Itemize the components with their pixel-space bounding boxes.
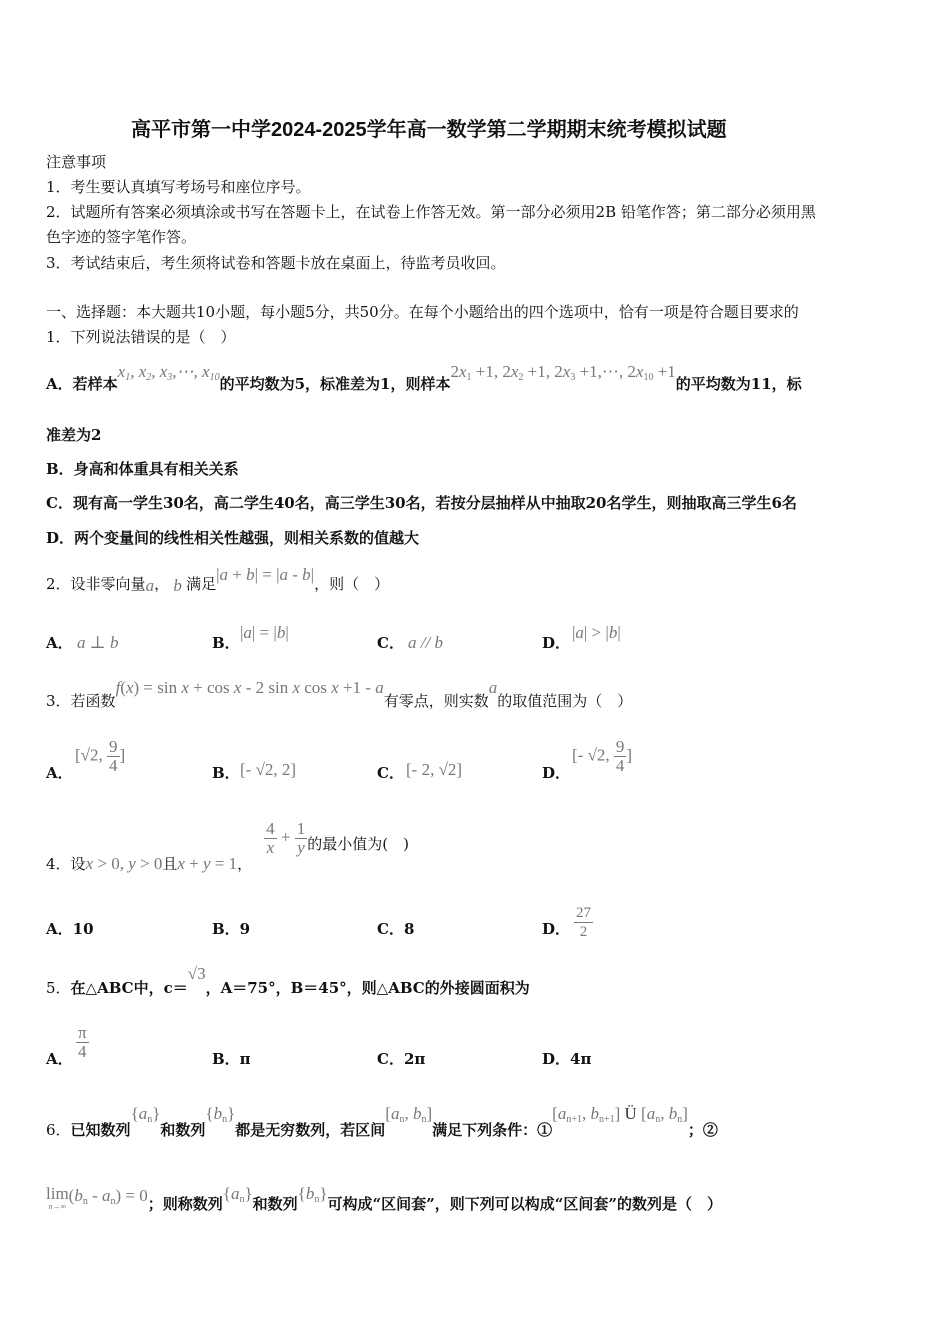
notice-heading: 注意事项: [46, 153, 107, 171]
q2-a-math: a ⊥ b: [77, 633, 119, 652]
q4-number: 4．: [46, 855, 71, 874]
q3-option-d: [542, 763, 570, 783]
q4-text2: 且: [162, 855, 178, 874]
q4-option-b: B．9: [212, 920, 251, 938]
q6-condition1-math: [$a_{n+1}$, $b_{n+1}$] Ü [$a_n$, $b_n$]: [552, 1104, 688, 1125]
q2-text1: 设非零向量: [70, 575, 146, 593]
q1-a-text3: 的平均数为11，标: [675, 375, 802, 393]
q6-stem-continued: [46, 1184, 722, 1214]
notice-item: 色字迹的签字笔作答。: [46, 228, 197, 246]
q6-stem: [46, 1104, 718, 1140]
q6-text7: 和数列: [252, 1195, 298, 1213]
q2-text3: 满足: [186, 575, 217, 593]
q4-sum-math: x + y = 1: [177, 854, 238, 874]
q4-condition-math: x > 0, y > 0: [85, 854, 163, 874]
q3-d-math: [- √2, $\frac{9}{4}$ ]: [572, 737, 633, 775]
q6-seq-b2-math: $\{b_n\}$: [297, 1184, 328, 1205]
q1-sample2-math: $2x_1 +1$, $2x_2 +1$, $2x_3$ +1,⋯, $2x_{10} +1$: [450, 362, 676, 383]
q3-text3: 的取值范围为（ ）: [497, 692, 633, 710]
q5-a-math: $\frac{\pi}{4}$: [78, 1023, 87, 1061]
q2-option-b: [212, 633, 240, 653]
q2-d-label: D．: [542, 634, 571, 652]
q6-text2: 和数列: [160, 1121, 206, 1139]
q1-stem-text: 下列说法错误的是（ ）: [70, 328, 236, 346]
q2-vector-b-math: b: [169, 576, 187, 595]
q1-option-d: D．两个变量间的线性相关性越强，则相关系数的值越大: [46, 529, 420, 547]
q5-option-d: D．4π: [542, 1050, 592, 1068]
q2-c-math: a // b: [408, 633, 443, 652]
q1-option-c: C．现有高一学生30名，高二学生40名，高三学生30名，若按分层抽样从中抽取20名学生，则抽取高三学生6名: [46, 494, 797, 512]
q6-number: 6．: [46, 1121, 71, 1139]
q5-stem: [46, 964, 530, 996]
section-heading: 一、选择题：本大题共10小题，每小题5分，共50分。在每个小题给出的四个选项中，恰有一项是符合题目要求的: [46, 303, 799, 321]
q6-text5: ；②: [687, 1121, 718, 1139]
q6-seq-a-math: $\{a_n\}$: [130, 1104, 161, 1125]
q5-text1: 在△ABC中，c＝: [70, 979, 188, 997]
q6-text4: 满足下列条件：①: [432, 1121, 553, 1139]
q1-sample-math: $x_1$, $x_2$, $x_3,\cdots$, $x_{10}$: [117, 362, 220, 383]
q2-option-d: [542, 633, 570, 653]
q6-limit-math: lim n→∞ $(b_n - a_n) = 0$: [46, 1184, 148, 1211]
q4-text1: 设: [70, 855, 86, 874]
q1-stem: [46, 327, 236, 347]
q2-option-a: [46, 633, 73, 653]
q4-stem: [46, 819, 409, 874]
q3-option-c: [377, 763, 404, 783]
q2-vector-a-math: a: [145, 576, 155, 595]
q2-condition-math: |a + b| = |a - b|: [216, 565, 315, 584]
q1-option-b: B．身高和体重具有相关关系: [46, 460, 239, 478]
q5-option-b: B．π: [212, 1050, 251, 1068]
q3-a-math: a: [488, 678, 498, 697]
q4-option-c: C．8: [377, 920, 415, 938]
q2-c-label: C．: [377, 634, 404, 652]
page-title: 高平市第一中学2024-2025学年高一数学第二学期期末统考模拟试题: [131, 119, 727, 141]
notice-item: 2．试题所有答案必须填涂或书写在答题卡上，在试卷上作答无效。第一部分必须用2B 铅笔作答；第二部分必须用黑: [46, 203, 816, 221]
q2-a-label: A．: [46, 634, 73, 652]
q5-number: 5．: [46, 979, 71, 997]
q5-a-label: A．: [46, 1050, 73, 1068]
q5-text2: ，A＝75°，B＝45°，则△ABC的外接圆面积为: [205, 979, 530, 997]
q3-number: 3．: [46, 692, 71, 710]
q3-a-label: A．: [46, 764, 73, 782]
q6-text1: 已知数列: [70, 1121, 131, 1139]
q6-text8: 可构成“区间套”，则下列可以构成“区间套”的数列是（ ）: [327, 1195, 722, 1213]
q3-c-math: [- 2, √2]: [406, 760, 463, 779]
q3-function-math: f(x) = sin x + cos x - 2 sin x cos x +1 - a: [115, 678, 384, 697]
q1-a-label: A．: [46, 375, 73, 393]
q6-text3: 都是无穷数列，若区间: [235, 1121, 386, 1139]
q3-d-label: D．: [542, 764, 571, 782]
q1-a-text1: 若样本: [72, 375, 118, 393]
notice-item: 3．考试结束后，考生须将试卷和答题卡放在桌面上，待监考员收回。: [46, 254, 506, 272]
q4-d-math: $\frac{27}{2}$: [576, 905, 591, 940]
q6-text6: ；则称数列: [147, 1195, 223, 1213]
q4-text4: 的最小值为( ): [307, 835, 409, 854]
q3-b-math: [- √2, 2]: [240, 760, 297, 779]
q3-option-a: [46, 763, 73, 783]
q3-option-b: [212, 763, 240, 783]
q3-stem: [46, 678, 632, 712]
q2-option-c: [377, 633, 404, 653]
q1-a-text2: 的平均数为5，标准差为1，则样本: [219, 375, 451, 393]
q1-number: 1．: [46, 328, 71, 346]
q2-number: 2．: [46, 575, 71, 593]
q6-seq-b-math: $\{b_n\}$: [205, 1104, 236, 1125]
q4-text3: ，: [237, 855, 253, 874]
q3-text2: 有零点，则实数: [383, 692, 489, 710]
q2-text2: ，: [154, 575, 170, 593]
q3-c-label: C．: [377, 764, 404, 782]
q1-option-a: [46, 364, 802, 404]
q3-text1: 若函数: [70, 692, 116, 710]
q2-stem: [46, 565, 389, 597]
q4-option-d: D．: [542, 920, 571, 938]
q4-option-a: A．10: [46, 920, 94, 938]
q6-seq-a2-math: $\{a_n\}$: [222, 1184, 253, 1205]
q6-interval-math: [$a_n$, $b_n$]: [385, 1104, 433, 1125]
q2-b-math: |a| = |b|: [240, 623, 289, 642]
q3-a-math: [√2, $\frac{9}{4}$ ]: [75, 737, 126, 775]
q3-b-label: B．: [212, 764, 240, 782]
q2-d-math: |a| > |b|: [572, 623, 621, 642]
q4-expression-math: $\frac{4}{x}$ + $\frac{1}{y}$: [266, 819, 306, 857]
q5-option-a: [46, 1049, 73, 1069]
q2-b-label: B．: [212, 634, 240, 652]
q1-a-continued: 准差为2: [46, 426, 102, 444]
q5-option-c: C．2π: [377, 1050, 426, 1068]
notice-item: 1．考生要认真填写考场号和座位序号。: [46, 178, 311, 196]
q2-text4: ，则（ ）: [314, 575, 390, 593]
q5-sqrt3-math: √3: [187, 964, 206, 983]
